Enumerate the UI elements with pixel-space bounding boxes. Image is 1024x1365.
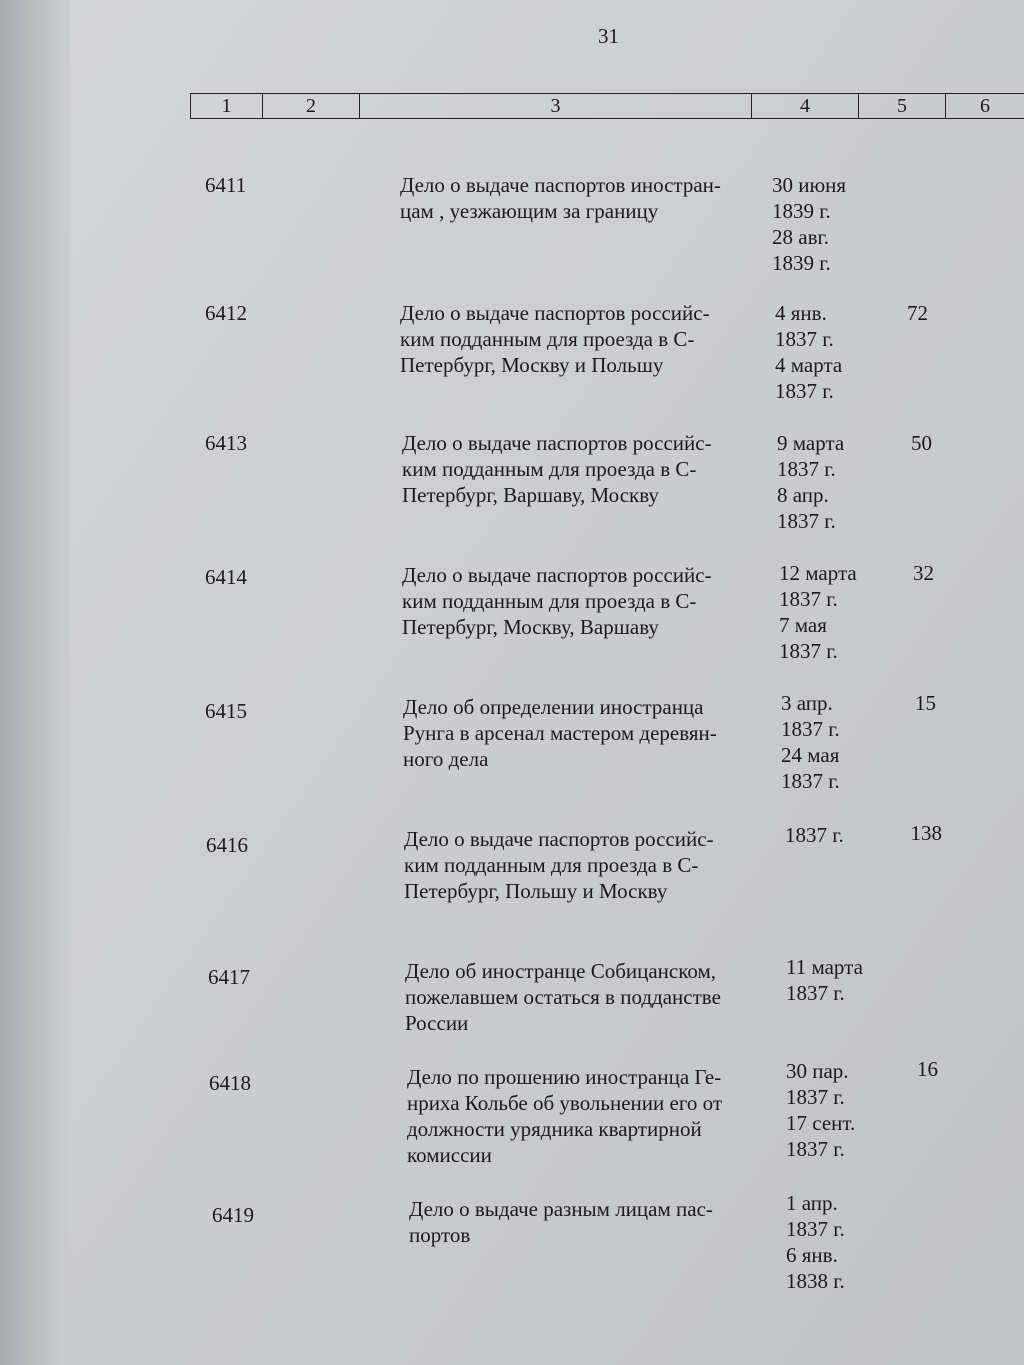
- entry-dates: 1 апр. 1837 г. 6 янв. 1838 г.: [786, 1191, 845, 1293]
- column-header-5: 5: [859, 94, 946, 118]
- entry-dates: 9 марта 1837 г. 8 апр. 1837 г.: [777, 431, 845, 533]
- column-header-2: 2: [263, 94, 360, 118]
- entry-sheet-count: 72: [907, 301, 928, 325]
- page-number: 31: [598, 24, 619, 48]
- entry-title: Дело о выдаче паспортов российс- ким подданным для проезда в С- Петербург, Москву и Польшу: [400, 301, 710, 377]
- entry-number: 6415: [205, 699, 247, 723]
- entry-number: 6418: [209, 1071, 251, 1095]
- column-header-6: 6: [946, 94, 1024, 118]
- table-header-row: [190, 93, 1024, 119]
- page-gutter-shadow: [0, 0, 70, 1365]
- entry-number: 6414: [205, 565, 247, 589]
- entry-number: 6416: [206, 833, 248, 857]
- entry-title: Дело о выдаче паспортов российс- ким подданным для проезда в С- Петербург, Москву, Варшаву: [402, 563, 712, 639]
- entry-dates: 30 пар. 1837 г. 17 сент. 1837 г.: [786, 1059, 856, 1161]
- entry-number: 6412: [205, 301, 247, 325]
- entry-sheet-count: 32: [913, 561, 934, 585]
- entry-dates: 3 апр. 1837 г. 24 мая 1837 г.: [781, 691, 840, 793]
- entry-dates: 11 марта 1837 г.: [786, 955, 863, 1005]
- entry-title: Дело об определении иностранца Рунга в арсенал мастером деревян- ного дела: [403, 695, 717, 771]
- entry-title: Дело о выдаче разным лицам пас- портов: [409, 1197, 713, 1247]
- entry-dates: 4 янв. 1837 г. 4 марта 1837 г.: [775, 301, 843, 403]
- entry-number: 6419: [212, 1203, 254, 1227]
- entry-dates: 30 июня 1839 г. 28 авг. 1839 г.: [772, 173, 847, 275]
- entry-sheet-count: 16: [917, 1057, 938, 1081]
- entry-number: 6417: [208, 965, 250, 989]
- entry-sheet-count: 15: [915, 691, 936, 715]
- entry-title: Дело о выдаче паспортов российс- ким подданным для проезда в С- Петербург, Варшаву, Москву: [402, 431, 712, 507]
- column-header-4: 4: [752, 94, 859, 118]
- column-header-3: 3: [360, 94, 752, 118]
- entry-title: Дело по прошению иностранца Ге- нриха Кольбе об увольнении его от должности урядника квартирной комиссии: [407, 1065, 723, 1167]
- entry-sheet-count: 138: [910, 821, 942, 845]
- entry-number: 6413: [205, 431, 247, 455]
- column-header-1: 1: [191, 94, 263, 118]
- entry-number: 6411: [205, 173, 247, 197]
- entry-dates: 12 марта 1837 г. 7 мая 1837 г.: [779, 561, 857, 663]
- entry-dates: 1837 г.: [785, 823, 844, 847]
- entry-title: Дело о выдаче паспортов российс- ким подданным для проезда в С- Петербург, Польшу и Москву: [404, 827, 714, 903]
- entry-title: Дело об иностранце Собицанском, пожелавшем остаться в подданстве России: [405, 959, 721, 1035]
- entry-sheet-count: 50: [911, 431, 932, 455]
- entry-title: Дело о выдаче паспортов иностран- цам , уезжающим за границу: [400, 173, 721, 223]
